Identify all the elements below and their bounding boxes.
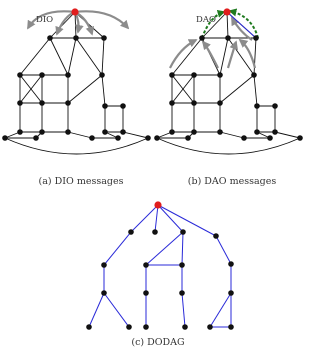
dao-root-link [227, 12, 256, 38]
dodag-edge [104, 293, 129, 327]
panel-a-node [89, 135, 95, 141]
panel-b-node [267, 135, 273, 141]
panel-b-node [225, 35, 231, 41]
panel-dodag [86, 201, 234, 348]
panel-b-node [191, 100, 197, 106]
dodag-node [179, 262, 185, 268]
panel-b-node [254, 129, 260, 135]
panel-b-node [199, 35, 205, 41]
dodag-node [180, 229, 186, 235]
dodag-node [179, 290, 185, 296]
panel-a-node [65, 100, 71, 106]
dodag-edge [89, 293, 104, 327]
panel-b-edge [220, 38, 228, 75]
panel-dio-messages [2, 8, 151, 187]
caption-dio-messages: (a) DIO messages [38, 176, 124, 187]
dao-arrow [228, 42, 236, 68]
panel-b-node [217, 129, 223, 135]
panel-b-node [272, 103, 278, 109]
panel-b-node [251, 72, 257, 78]
dodag-node [101, 290, 107, 296]
dodag-node [143, 290, 149, 296]
panel-b-node [169, 100, 175, 106]
dodag-edge [158, 205, 216, 236]
panel-a-node [99, 72, 105, 78]
dodag-node [143, 262, 149, 268]
panel-a-node [73, 35, 79, 41]
panel-a-edge [76, 38, 102, 75]
dao-arrow [170, 40, 196, 68]
dodag-node [213, 233, 219, 239]
panel-c-dodag-edges [89, 205, 231, 327]
caption-dodag: (c) DODAG [131, 337, 185, 348]
dodag-node [182, 324, 188, 330]
panel-a-node [115, 135, 121, 141]
panel-b-edge [220, 75, 254, 103]
panel-dao-messages [154, 8, 303, 187]
panel-a-node [39, 72, 45, 78]
dodag-node [207, 324, 213, 330]
dao-arrow [203, 42, 218, 68]
panel-b-node [241, 135, 247, 141]
dao-arrow [232, 18, 252, 40]
dodag-root-node [154, 201, 161, 208]
panel-a-node [101, 35, 107, 41]
caption-dao-messages: (b) DAO messages [187, 176, 277, 187]
panel-a-node [120, 129, 126, 135]
panel-a-edge [50, 38, 68, 75]
panel-a-node [33, 135, 39, 141]
dodag-edge [131, 205, 158, 232]
dodag-edge [216, 236, 231, 264]
panel-b-node [253, 35, 259, 41]
panel-b-edge [220, 132, 244, 138]
panel-a-edge [102, 38, 104, 75]
dodag-edge [146, 232, 183, 265]
panel-b-node [297, 135, 303, 141]
panel-b-root-node [223, 8, 230, 15]
dio-label: DIO [36, 15, 54, 25]
dodag-node [228, 290, 234, 296]
panel-a-bottom-arc-edge [5, 138, 148, 154]
panel-a-node [2, 135, 8, 141]
panel-b-node [217, 72, 223, 78]
panel-c-nodes [86, 201, 234, 329]
panel-a-edge [102, 75, 105, 106]
dodag-node [152, 229, 158, 235]
panel-a-node [39, 100, 45, 106]
panel-b-node [185, 135, 191, 141]
panel-a-edge [68, 38, 76, 75]
dodag-node [128, 229, 134, 235]
panel-b-bottom-arc-edge [157, 138, 300, 154]
panel-b-node [272, 129, 278, 135]
dodag-node [228, 324, 234, 330]
panel-b-edge [275, 132, 300, 138]
panel-a-node [120, 103, 126, 109]
dodag-node [126, 324, 132, 330]
dodag-edge [182, 293, 185, 327]
panel-a-edge [68, 132, 92, 138]
panel-a-edge [20, 38, 50, 75]
panel-a-edges [5, 12, 148, 154]
panel-a-node [17, 100, 23, 106]
panel-a-edge [123, 132, 148, 138]
panel-b-edges [157, 12, 300, 154]
dodag-node [228, 261, 234, 267]
panel-a-node [47, 35, 53, 41]
panel-b-edge [254, 38, 256, 75]
panel-a-node [102, 103, 108, 109]
dao-arrow [240, 40, 255, 68]
dodag-edge [104, 232, 131, 265]
panel-a-node [17, 72, 23, 78]
panel-b-node [169, 129, 175, 135]
dodag-edge [155, 205, 158, 232]
dodag-node [86, 324, 92, 330]
panel-b-node [217, 100, 223, 106]
dodag-node [143, 324, 149, 330]
panel-b-edge [227, 12, 228, 38]
panel-a-node [39, 129, 45, 135]
dodag-edge [182, 232, 183, 265]
dodag-node [101, 262, 107, 268]
dodag-edge [158, 205, 183, 232]
panel-a-node [145, 135, 151, 141]
panel-b-node [191, 129, 197, 135]
panel-a-root-node [71, 8, 78, 15]
panel-b-node [154, 135, 160, 141]
panel-b-node [191, 72, 197, 78]
panel-a-node [17, 129, 23, 135]
dodag-edge [210, 293, 231, 327]
panel-b-node [169, 72, 175, 78]
panel-b-edge [254, 75, 257, 106]
panel-a-edge [68, 75, 102, 103]
panel-b-node [254, 103, 260, 109]
panel-a-node [65, 72, 71, 78]
panel-a-node [102, 129, 108, 135]
panel-a-node [65, 129, 71, 135]
dao-label: DAO [196, 15, 216, 25]
